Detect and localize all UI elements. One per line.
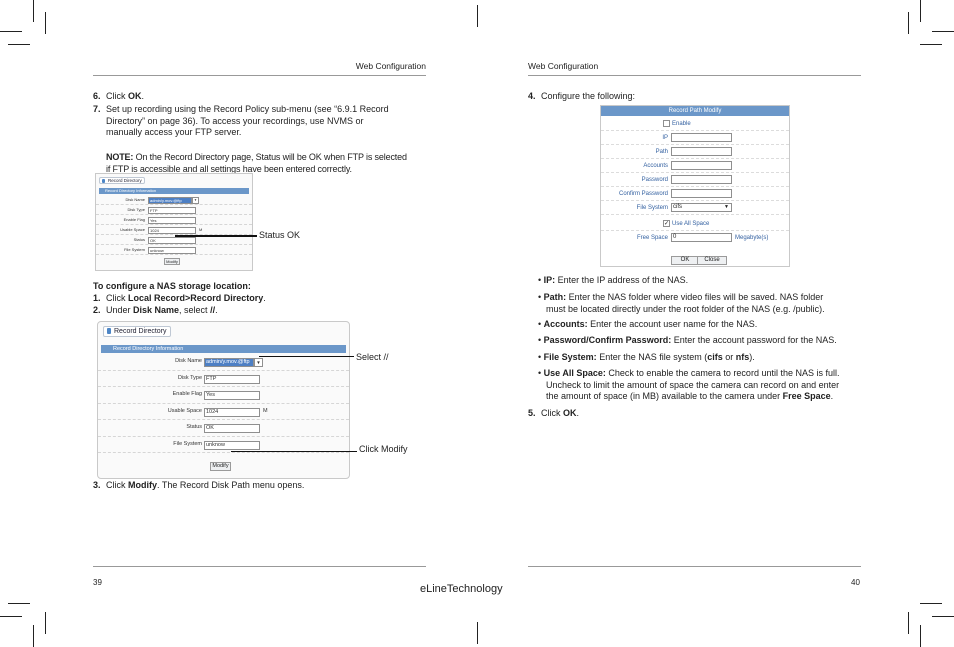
unit-label: M [199, 227, 203, 232]
bullet-icon: • [538, 275, 544, 285]
field-value: FTP [148, 207, 196, 214]
bullet-use-all-space: • Use All Space: Check to enable the camera to record until the NAS is full. Uncheck to limit the amount of space the camera can record on and enter the amount of space (in MB) available to the camera under Free Space. [538, 368, 840, 401]
step-3: 3. Click Modify. The Record Disk Path menu opens. [93, 480, 305, 490]
bullet-icon: • [538, 292, 544, 302]
row-path: Path [601, 145, 789, 159]
field-label: Disk Type [177, 374, 202, 381]
crop-mark [477, 5, 478, 27]
field-value: unknow [148, 247, 196, 254]
file-system-select[interactable]: cifs ▼ [671, 203, 732, 212]
crop-mark [45, 12, 46, 34]
form-row [98, 420, 349, 437]
path-input[interactable] [671, 147, 732, 156]
bullet-icon: • [538, 319, 544, 329]
disk-name-select[interactable]: admin/y.mov.@ftp [148, 197, 192, 204]
bullet-accounts: • Accounts: Enter the account user name for the NAS. [538, 319, 758, 329]
row-enable: Enable [601, 117, 789, 131]
callout-status-ok: Status OK [259, 230, 301, 240]
unit-label: M [263, 407, 268, 414]
step-7: 7. Set up recording using the Record Policy sub-menu (see “6.9.1 Record Directory” on page 36). To access your recordings, use NVMS or manually access your FTP server. [93, 104, 389, 137]
header-prefix: Web [528, 61, 546, 71]
chevron-down-icon[interactable]: ▼ [192, 197, 199, 204]
left-page-header [93, 60, 426, 76]
crop-mark [920, 603, 942, 604]
field-label: Disk Type [127, 207, 145, 212]
step-5: 5. Click OK. [528, 408, 580, 418]
ip-input[interactable] [671, 133, 732, 142]
field-value: OK [148, 237, 196, 244]
form-row [98, 404, 349, 421]
password-input[interactable] [671, 175, 732, 184]
crop-mark [477, 622, 478, 644]
record-directory-screenshot-large [97, 321, 350, 479]
bullet-icon: • [538, 335, 544, 345]
row-password: Password [601, 173, 789, 187]
crop-mark [932, 616, 954, 617]
row-free-space: Free Space 0 Megabyte(s) [636, 234, 769, 241]
form-row [96, 205, 252, 215]
form-row [96, 195, 252, 205]
field-label: Usable Space [167, 407, 202, 414]
modify-button[interactable]: Modify [210, 462, 231, 471]
crop-mark [920, 44, 942, 45]
callout-line-modify [231, 451, 357, 452]
crop-mark [908, 12, 909, 34]
step-2: 2. Under Disk Name, select //. [93, 305, 218, 315]
accounts-input[interactable] [671, 161, 732, 170]
field-value: 1024 [204, 408, 260, 417]
header-title: Configuration [547, 61, 599, 71]
field-value: unknow [204, 441, 260, 450]
ok-button[interactable]: OK [671, 256, 699, 265]
close-button[interactable]: Close [697, 256, 727, 265]
footer-rule-left [93, 566, 426, 567]
info-bar: Record Directory Information [99, 188, 249, 194]
field-value: Yes [148, 217, 196, 224]
bullet-path: • Path: Enter the NAS folder where video files will be saved. NAS folder must be located directly under the root folder of the NAS (e.g. /public). [538, 292, 825, 314]
row-ip: IP [601, 131, 789, 145]
form-title: Record Path Modify [601, 106, 789, 116]
page-number-left: 39 [93, 578, 102, 587]
free-space-input[interactable]: 0 [671, 233, 732, 242]
field-label: Status [186, 424, 202, 430]
field-value: 1024 [148, 227, 196, 234]
use-all-space-checkbox[interactable]: ✓ [664, 221, 670, 227]
chevron-down-icon: ▼ [724, 204, 729, 210]
field-label: Usable Space [120, 227, 145, 232]
header-rule [93, 75, 426, 76]
field-value: OK [204, 424, 260, 433]
callout-line-status [175, 235, 257, 237]
chevron-down-icon[interactable]: ▼ [254, 358, 263, 367]
field-label: Enable Flag [123, 217, 145, 222]
page-number-right: 40 [851, 578, 860, 587]
callout-select: Select // [356, 352, 389, 362]
form-row [98, 387, 349, 404]
modify-button[interactable]: Modify [164, 258, 180, 265]
enable-checkbox[interactable] [663, 120, 670, 127]
step-6: 6. Click OK. [93, 91, 145, 101]
field-label: File System [173, 440, 202, 447]
form-row [96, 245, 252, 255]
tab-icon [107, 328, 111, 334]
nas-heading: To configure a NAS storage location: [93, 281, 251, 291]
tab-icon [102, 179, 105, 183]
crop-mark [8, 603, 30, 604]
bullet-file-system: • File System: Enter the NAS file system (cifs or nfs). [538, 352, 755, 362]
crop-mark [920, 0, 921, 22]
bullet-ip: • IP: Enter the IP address of the NAS. [538, 275, 689, 285]
crop-mark [45, 612, 46, 634]
crop-mark [908, 612, 909, 634]
field-label: Enable Flag [172, 391, 202, 397]
footer-rule-right [528, 566, 861, 567]
crop-mark [33, 0, 34, 22]
bullet-password: • Password/Confirm Password: Enter the account password for the NAS. [538, 335, 837, 345]
step-4: 4. Configure the following: [528, 91, 636, 101]
row-file-system: File System cifs ▼ [601, 201, 789, 215]
field-value: FTP [204, 375, 260, 384]
header-title: Configuration [375, 61, 426, 71]
form-row [96, 225, 252, 235]
step-1: 1. Click Local Record>Record Directory. [93, 293, 266, 303]
crop-mark [8, 44, 30, 45]
bullet-icon: • [538, 352, 544, 362]
confirm-password-input[interactable] [671, 189, 732, 198]
row-accounts: Accounts [601, 159, 789, 173]
brand-footer: eLineTechnology [420, 583, 503, 595]
field-value: Yes [204, 391, 260, 400]
row-use-all-space: ✓ Use All Space [601, 217, 789, 231]
bullet-icon: • [538, 368, 544, 378]
crop-mark [0, 31, 22, 32]
info-bar: Record Directory Information [101, 345, 346, 353]
field-label: Disk Name [125, 197, 145, 202]
row-confirm-password: Confirm Password [601, 187, 789, 201]
record-directory-screenshot-small [95, 173, 253, 271]
crop-mark [0, 616, 22, 617]
form-row [96, 215, 252, 225]
tab-record-directory: Record Directory [99, 177, 145, 184]
right-page-header [528, 60, 861, 76]
field-label: Status [133, 237, 145, 242]
field-label: File System [124, 247, 145, 252]
crop-mark [932, 31, 954, 32]
note: NOTE: On the Record Directory page, Status will be OK when FTP is selected if FTP is accessible and all settings have been entered correctly. [106, 152, 407, 174]
crop-mark [920, 625, 921, 647]
header-rule [528, 75, 861, 76]
tab-record-directory: Record Directory [103, 326, 171, 337]
record-path-modify-form [600, 105, 790, 267]
disk-name-select[interactable]: admin/y.mov.@ftp [204, 358, 254, 367]
callout-line-select [259, 356, 354, 357]
header-prefix: Web [355, 61, 374, 71]
callout-click-modify: Click Modify [359, 444, 408, 454]
form-row [98, 371, 349, 388]
field-label: Disk Name [175, 358, 202, 364]
crop-mark [33, 625, 34, 647]
